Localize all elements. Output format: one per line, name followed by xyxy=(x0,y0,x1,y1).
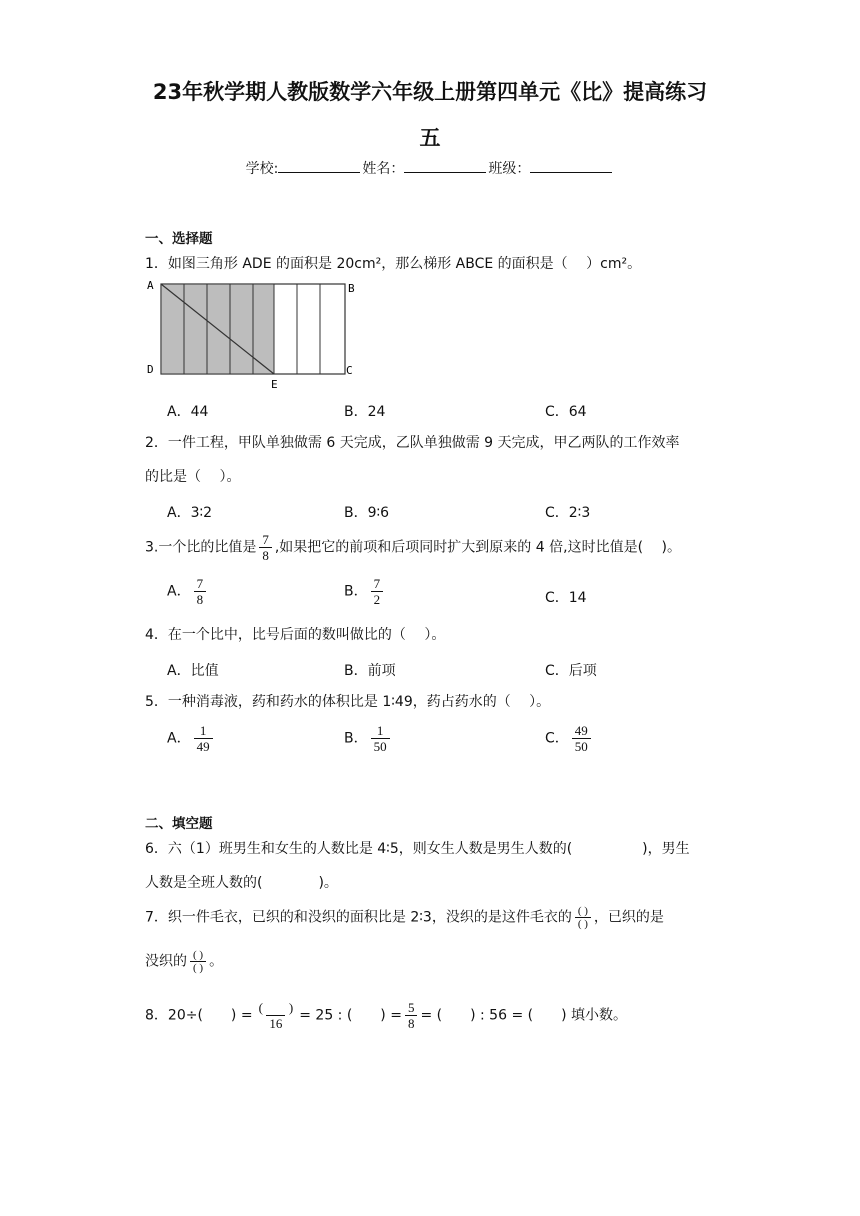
q7-mid: ，已织的是 xyxy=(593,909,664,926)
question-7-line1 xyxy=(145,905,664,930)
q3-option-b[interactable] xyxy=(344,576,386,607)
q7-blank-fraction-1[interactable] xyxy=(575,905,591,930)
label-e: E xyxy=(271,378,278,391)
q8-fraction-2 xyxy=(405,1000,418,1031)
question-6-line2: 人数是全班人数的( )。 xyxy=(145,875,338,891)
q3-fraction xyxy=(259,532,272,563)
section-choice-heading: 一、选择题 xyxy=(145,231,213,247)
class-blank[interactable] xyxy=(530,158,612,173)
q8-part3: = ( ) : 56 = ( ) 填小数。 xyxy=(420,1007,627,1024)
frac-den: 50 xyxy=(371,738,390,754)
q5-option-b[interactable] xyxy=(344,723,393,754)
label-c: C xyxy=(346,364,353,377)
q5-option-b-frac xyxy=(371,723,390,754)
frac-num: ( ) xyxy=(193,949,204,961)
q3-option-a-label: A． xyxy=(167,583,191,600)
frac-den: 49 xyxy=(194,738,213,754)
q5-option-a[interactable] xyxy=(167,723,216,754)
name-label: 姓名： xyxy=(362,161,405,177)
q4-option-c[interactable]: C．后项 xyxy=(545,663,597,679)
student-info xyxy=(0,158,860,178)
frac-den: 2 xyxy=(371,591,384,607)
question-5-text: 5．一种消毒液，药和药水的体积比是 1∶49，药占药水的（ ）。 xyxy=(145,694,551,710)
q7-blank-fraction-2[interactable] xyxy=(190,949,206,974)
question-7-line2 xyxy=(145,949,223,974)
label-a: A xyxy=(147,279,154,292)
school-blank[interactable] xyxy=(278,158,360,173)
frac-num: 49 xyxy=(574,723,588,738)
q1-option-b[interactable]: B．24 xyxy=(344,404,386,420)
q3-frac-num: 7 xyxy=(262,532,269,547)
question-3-text xyxy=(145,532,681,563)
frac-den: 8 xyxy=(405,1015,418,1031)
q3-option-a-frac xyxy=(194,576,207,607)
section-fill-heading: 二、填空题 xyxy=(145,816,213,832)
q8-fraction-1[interactable] xyxy=(256,1000,297,1031)
frac-num: 1 xyxy=(376,723,384,738)
frac-num: 1 xyxy=(199,723,207,738)
q3-option-b-label: B． xyxy=(344,583,368,600)
frac-num: 5 xyxy=(407,1000,415,1015)
q5-option-c[interactable] xyxy=(545,723,594,754)
q5-option-c-frac xyxy=(572,723,591,754)
q5-option-a-frac xyxy=(194,723,213,754)
frac-den: 16 xyxy=(266,1015,285,1031)
q5-option-b-label: B． xyxy=(344,730,368,747)
q5-option-a-label: A． xyxy=(167,730,191,747)
q7-line2-pre: 没织的 xyxy=(145,953,187,970)
q7-pre: 7．织一件毛衣，已织的和没织的面积比是 2∶3，没织的是这件毛衣的 xyxy=(145,909,572,926)
q4-option-b[interactable]: B．前项 xyxy=(344,663,396,679)
label-d: D xyxy=(147,363,154,376)
frac-den: 8 xyxy=(194,591,207,607)
q7-line2-post: 。 xyxy=(209,953,224,970)
frac-num: ( ) xyxy=(258,1000,294,1015)
question-4-text: 4．在一个比中，比号后面的数叫做比的（ ）。 xyxy=(145,627,446,643)
question-1-text: 1．如图三角形 ADE 的面积是 20cm²，那么梯形 ABCE 的面积是（ ）cm²。 xyxy=(145,256,642,272)
q5-option-c-label: C． xyxy=(545,730,569,747)
rectangle-diagram xyxy=(145,278,360,393)
q3-option-a[interactable] xyxy=(167,576,209,607)
q2-option-b[interactable]: B．9∶6 xyxy=(344,505,390,521)
frac-den: 50 xyxy=(572,738,591,754)
q1-option-c[interactable]: C．64 xyxy=(545,404,587,420)
frac-den: ( ) xyxy=(575,917,591,930)
page-title: 23年秋学期人教版数学六年级上册第四单元《比》提高练习 xyxy=(152,80,708,104)
question-2-line2: 的比是（ ）。 xyxy=(145,469,241,485)
q3-pre: 3.一个比的比值是 xyxy=(145,539,257,556)
q1-option-a[interactable]: A．44 xyxy=(167,404,209,420)
question-8-text xyxy=(145,1000,627,1031)
page-title-line2: 五 xyxy=(419,126,441,150)
class-label: 班级： xyxy=(488,161,531,177)
q3-post: ,如果把它的前项和后项同时扩大到原来的 4 倍,这时比值是( )。 xyxy=(274,539,681,556)
frac-num: 7 xyxy=(373,576,381,591)
label-b: B xyxy=(348,282,355,295)
q4-option-a[interactable]: A．比值 xyxy=(167,663,219,679)
q3-option-b-frac xyxy=(371,576,384,607)
frac-den: ( ) xyxy=(190,961,206,974)
question-2-line1: 2．一件工程，甲队单独做需 6 天完成，乙队单独做需 9 天完成，甲乙两队的工作效率 xyxy=(145,435,680,451)
name-blank[interactable] xyxy=(404,158,486,173)
q8-part1: 8．20÷( ) = xyxy=(145,1007,253,1024)
q2-option-c[interactable]: C．2∶3 xyxy=(545,505,591,521)
q8-part2: = 25 : ( ) = xyxy=(299,1007,402,1024)
q3-frac-den: 8 xyxy=(259,547,272,563)
school-label: 学校: xyxy=(245,161,279,177)
frac-num: 7 xyxy=(196,576,204,591)
question-6-line1: 6．六（1）班男生和女生的人数比是 4∶5，则女生人数是男生人数的( )，男生 xyxy=(145,841,690,857)
frac-num: ( ) xyxy=(577,905,588,917)
q3-option-c[interactable]: C．14 xyxy=(545,590,587,606)
q2-option-a[interactable]: A．3∶2 xyxy=(167,505,213,521)
